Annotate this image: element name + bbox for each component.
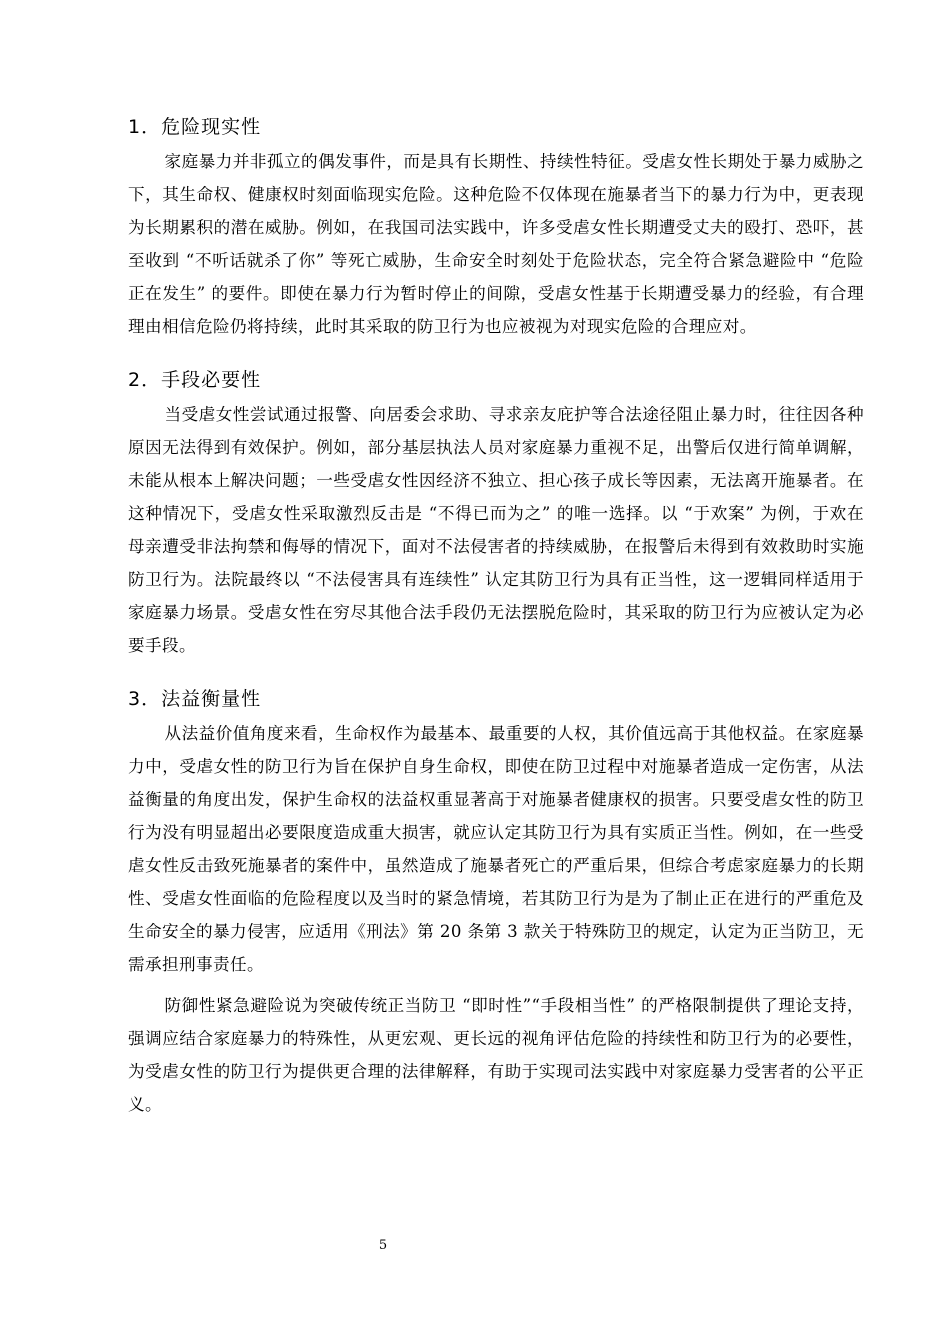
section-3-paragraph-2: 防御性紧急避险说为突破传统正当防卫 “即时性”“手段相当性” 的严格限制提供了理论支持，强调应结合家庭暴力的特殊性，从更宏观、更长远的视角评估危险的持续性和防卫行为的必要性，为受虐女性的防卫行为提供更合理的法律解释，有助于实现司法实践中对家庭暴力受害者的公平正义。 bbox=[128, 996, 864, 1114]
section-heading-2: 2．手段必要性 bbox=[128, 369, 262, 391]
section-heading-1: 1．危险现实性 bbox=[128, 116, 262, 138]
document-body bbox=[128, 112, 864, 1121]
section-heading-3: 3．法益衡量性 bbox=[128, 688, 262, 710]
section-3-paragraph-1: 从法益价值角度来看，生命权作为最基本、最重要的人权，其价值远高于其他权益。在家庭暴力中，受虐女性的防卫行为旨在保护自身生命权，即使在防卫过程中对施暴者造成一定伤害，从法益衡量的角度出发，保护生命权的法益权重显著高于对施暴者健康权的损害。只要受虐女性的防卫行为没有明显超出必要限度造成重大损害，就应认定其防卫行为具有实质正当性。例如，在一些受虐女性反击致死施暴者的案件中，虽然造成了施暴者死亡的严重后果，但综合考虑家庭暴力的长期性、受虐女性面临的危险程度以及当时的紧急情境，若其防卫行为是为了制止正在进行的严重危及生命安全的暴力侵害，应适用《刑法》第 20 条第 3 款关于特殊防卫的规定，认定为正当防卫，无需承担刑事责任。 bbox=[128, 724, 864, 974]
section-1-paragraph-1: 家庭暴力并非孤立的偶发事件，而是具有长期性、持续性特征。受虐女性长期处于暴力威胁之下，其生命权、健康权时刻面临现实危险。这种危险不仅体现在施暴者当下的暴力行为中，更表现为长期累积的潜在威胁。例如，在我国司法实践中，许多受虐女性长期遭受丈夫的殴打、恐吓，甚至收到 “不听话就杀了你” 等死亡威胁，生命安全时刻处于危险状态，完全符合紧急避险中 “危险正在发生” 的要件。即使在暴力行为暂时停止的间隙，受虐女性基于长期遭受暴力的经验，有合理理由相信危险仍将持续，此时其采取的防卫行为也应被视为对现实危险的合理应对。 bbox=[128, 152, 864, 336]
section-2-paragraph-1: 当受虐女性尝试通过报警、向居委会求助、寻求亲友庇护等合法途径阻止暴力时，往往因各种原因无法得到有效保护。例如，部分基层执法人员对家庭暴力重视不足，出警后仅进行简单调解，未能从根本上解决问题；一些受虐女性因经济不独立、担心孩子成长等因素，无法离开施暴者。在这种情况下，受虐女性采取激烈反击是 “不得已而为之” 的唯一选择。以 “于欢案” 为例，于欢在母亲遭受非法拘禁和侮辱的情况下，面对不法侵害者的持续威胁，在报警后未得到有效救助时实施防卫行为。法院最终以 “不法侵害具有连续性” 认定其防卫行为具有正当性，这一逻辑同样适用于家庭暴力场景。受虐女性在穷尽其他合法手段仍无法摆脱危险时，其采取的防卫行为应被认定为必要手段。 bbox=[128, 405, 864, 655]
page-number: 5 bbox=[378, 1238, 388, 1253]
